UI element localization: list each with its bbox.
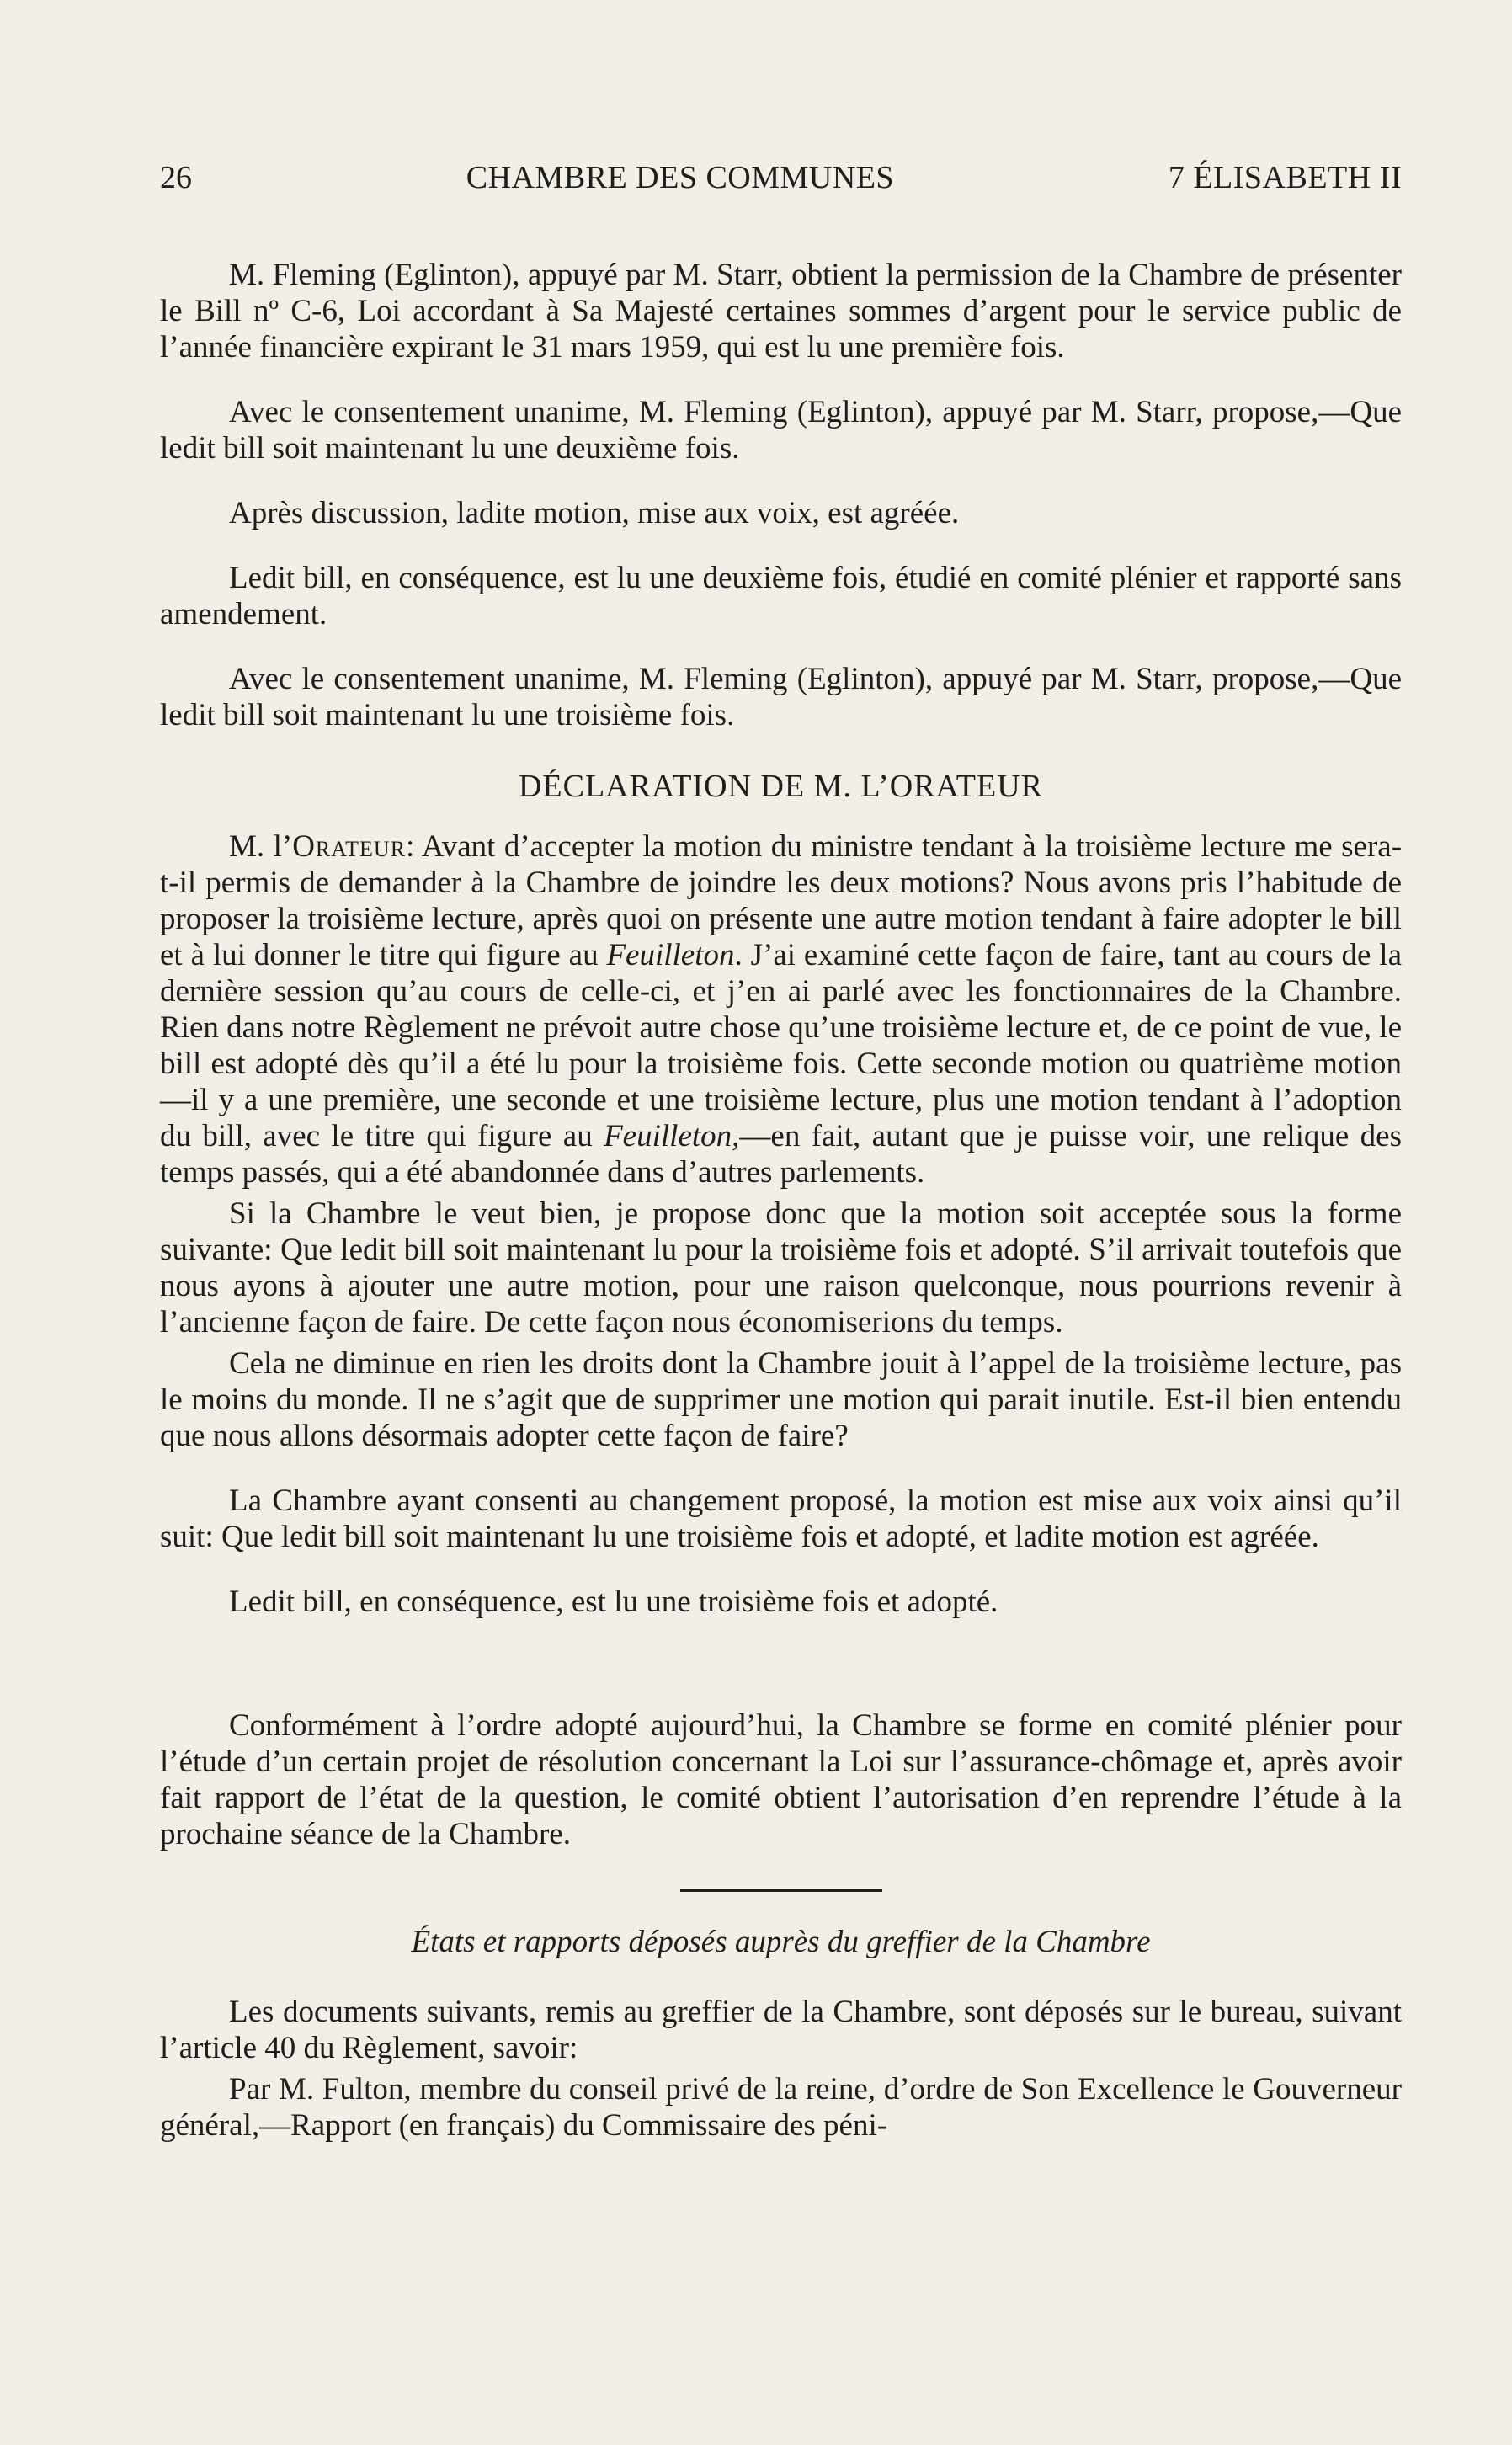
paragraph-committee-of-whole: Conformément à l’ordre adopté aujourd’hui, la Chambre se forme en comité plénier pour l’étude d’un certain projet de résolution concernant la Loi sur l’assurance-chômage et, après avoir fait rapport de l’état de la question, le comité obtient l’autorisation d’en reprendre l’étude à la prochaine séance de la Chambre. bbox=[160, 1708, 1402, 1851]
paragraph-bill-introduction: M. Fleming (Eglinton), appuyé par M. Starr, obtient la permission de la Chambre de présenter le Bill nº C-6, Loi accordant à Sa Majesté certaines sommes d’argent pour le service public de l’année financière expirant le 31 mars 1959, qui est lu une première fois. bbox=[160, 258, 1402, 365]
speaker-text-a: Avant d’accepter la motion du ministre tendant à la troisième lecture me sera-t-il permis de demander à la Chambre de joindre les deux motions? Nous avons pris l’habitude de proposer la troisième lecture, après quoi on présente une autre motion tendant à faire adopter le bill et à lui donner le titre qui figure au bbox=[160, 829, 1403, 972]
running-header bbox=[160, 160, 1402, 196]
paragraph-documents-tabled: Les documents suivants, remis au greffier de la Chambre, sont déposés sur le bureau, suivant l’article 40 du Règlement, savoir: bbox=[160, 1995, 1402, 2065]
paragraph-house-consent: La Chambre ayant consenti au changement proposé, la motion est mise aux voix ainsi qu’il suit: Que ledit bill soit maintenant lu une troisième fois et adopté, et ladite motion est agréée. bbox=[160, 1484, 1402, 1554]
reign-year: 7 ÉLISABETH II bbox=[1168, 160, 1402, 195]
feuilleton-ref-1: Feuilleton bbox=[606, 938, 735, 972]
paragraph-speaker-statement bbox=[160, 828, 1402, 1191]
paragraph-third-reading-motion: Avec le consentement unanime, M. Fleming (Eglinton), appuyé par M. Starr, propose,—Que ledit bill soit maintenant lu une troisième fois. bbox=[160, 662, 1402, 732]
section-title-reports: États et rapports déposés auprès du greffier de la Chambre bbox=[411, 1925, 1151, 1959]
paragraph-speaker-proposal: Si la Chambre le veut bien, je propose donc que la motion soit acceptée sous la forme suivante: Que ledit bill soit maintenant lu pour la troisième fois et adopté. S’il arrivait toutefois que nous ayons à ajouter une autre motion, pour une raison quelconque, nous pourrions revenir à l’ancienne façon de faire. De cette façon nous économiserions du temps. bbox=[160, 1196, 1402, 1340]
speaker-text-b: . J’ai examiné cette façon de faire, tant au cours de la dernière session qu’au cours de celle-ci, et j’en ai parlé avec les fonctionnaires de la Chambre. Rien dans notre Règlement ne prévoit autre chose qu’une troisième lecture et, de ce point de vue, le bill est adopté dès qu’il a été lu pour la troisième fois. Cette seconde motion ou quatrième motion—il y a une première, une seconde et une troisième lecture, plus une motion tendant à l’adoption du bill, avec le titre qui figure au bbox=[160, 938, 1402, 1153]
document-page bbox=[160, 160, 1402, 2144]
section-title-declaration: DÉCLARATION DE M. L’ORATEUR bbox=[518, 769, 1044, 804]
speaker-text-c: —en fait, autant que je puisse voir, une relique des temps passés, qui a été abandonnée dans d’autres parlements. bbox=[160, 1119, 1402, 1190]
paragraph-second-reading-motion: Avec le consentement unanime, M. Fleming (Eglinton), appuyé par M. Starr, propose,—Que ledit bill soit maintenant lu une deuxième fois. bbox=[160, 395, 1402, 466]
paragraph-fulton-report: Par M. Fulton, membre du conseil privé de la reine, d’ordre de Son Excellence le Gouverneur général,—Rapport (en français) du Commissaire des péni- bbox=[160, 2072, 1402, 2143]
paragraph-third-reading-adopted: Ledit bill, en conséquence, est lu une troisième fois et adopté. bbox=[229, 1585, 998, 1619]
paragraph-speaker-rights: Cela ne diminue en rien les droits dont la Chambre jouit à l’appel de la troisième lecture, pas le moins du monde. Il ne s’agit que de supprimer une motion qui parait inutile. Est-il bien entendu que nous allons désormais adopter cette façon de faire? bbox=[160, 1346, 1402, 1453]
feuilleton-ref-2: Feuilleton, bbox=[604, 1119, 740, 1153]
paragraph-committee-report: Ledit bill, en conséquence, est lu une deuxième fois, étudié en comité plénier et rapporté sans amendement. bbox=[160, 561, 1402, 631]
speaker-name: Orateur bbox=[292, 829, 407, 864]
speaker-colon: : bbox=[406, 829, 415, 864]
section-divider bbox=[680, 1889, 882, 1892]
speaker-prefix: M. l’ bbox=[229, 829, 293, 864]
journal-title: CHAMBRE DES COMMUNES bbox=[466, 160, 895, 195]
page-number: 26 bbox=[160, 160, 192, 195]
paragraph-motion-agreed: Après discussion, ladite motion, mise aux voix, est agréée. bbox=[229, 496, 960, 530]
